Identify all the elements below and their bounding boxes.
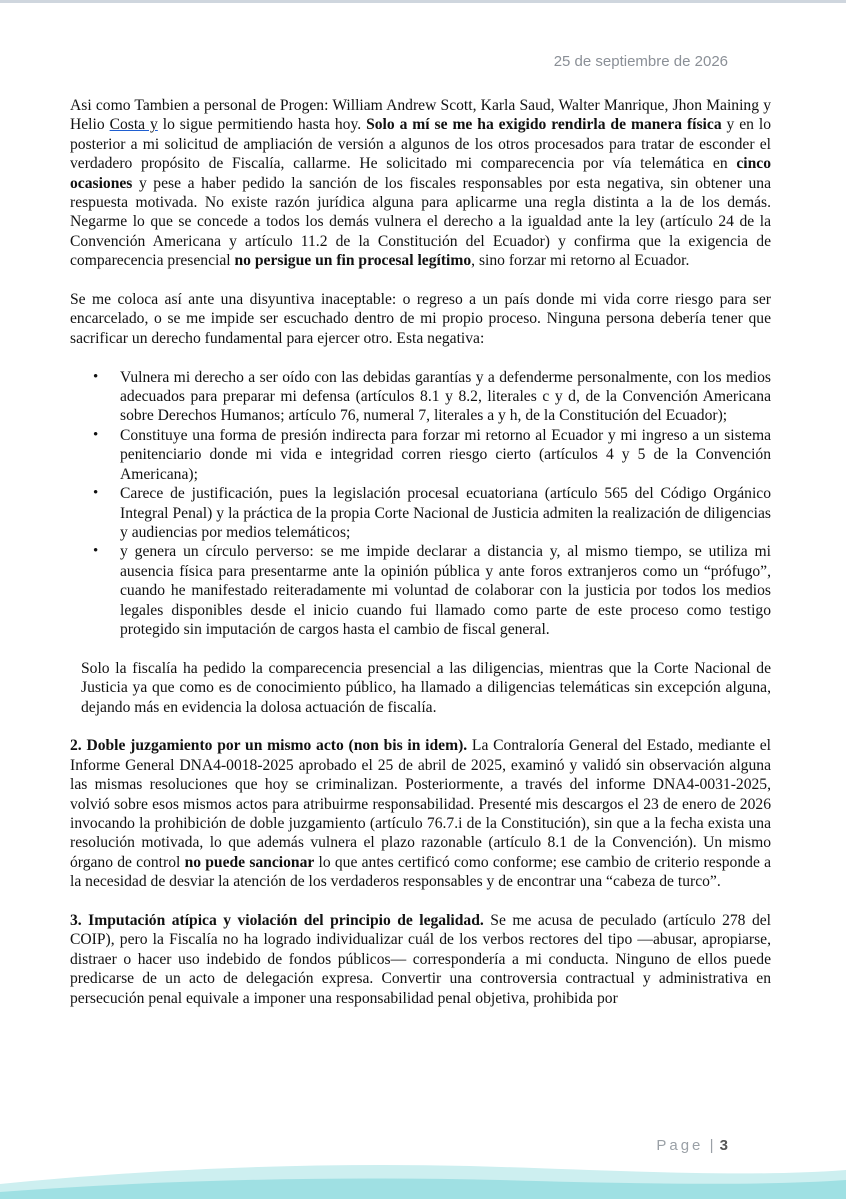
section-2-text-1: La Contraloría General del Estado, mediante el Informe General DNA4-0018-2025 aprobado el 25 de abril de 2025, examinó y validó sin observación alguna las mismas resoluciones que hoy se criminalizan. Posteriormente, a través del informe DNA4-0031-2025, volvió sobre esos mismos actos para atribuirme responsabilidad. Presenté mis descargos el 23 de enero de 2026 invocando la prohibición de doble juzgamiento (artículo 76.7.i de la Constitución), sin que a la fecha exista una resolución motivada, lo que además vulnera el plazo razonable (artículo 8.1 de la Convención). Un mismo órgano de control — [70, 737, 771, 871]
section-2-text-2: lo que antes certificó como conforme; ese cambio de criterio responde a la necesidad de desviar la atención de los verdaderos responsables y de encontrar una “cabeza de turco”. — [70, 853, 772, 891]
list-item: • Carece de justificación, pues la legislación procesal ecuatoriana (artículo 565 del Código Orgánico Integral Penal) y la práctica de la propia Corte Nacional de Justicia admiten la realización de diligencias y audiencias por medios telemáticos; — [120, 484, 771, 542]
p1-bold-1: Solo a mí se me ha exigido rendirla de manera física — [366, 116, 722, 134]
page-label: Page — [656, 1137, 704, 1154]
p1-text-4: y pese a haber pedido la sanción de los fiscales responsables por esta negativa, sin obtener una respuesta motivada. No existe razón jurídica alguna para aplicarme una regla distinta a la de los demás. Negarme lo que se concede a todos los demás vulnera el derecho a la igualdad ante la ley (artículo 24 de la Convención Americana y artículo 11.2 de la Constitución del Ecuador) y confirma que la exigencia de comparecencia presencial — [70, 174, 771, 270]
top-border — [0, 0, 846, 3]
list-item: • Constituye una forma de presión indirecta para forzar mi retorno al Ecuador y mi ingreso a un sistema penitenciario donde mi vida e integridad corren riesgo cierto (artículos 4 y 5 de la Convención Americana); — [120, 426, 771, 484]
section-3-heading: 3. Imputación atípica y violación del principio de legalidad. — [70, 911, 484, 929]
section-2 — [70, 736, 771, 891]
page-footer — [656, 1137, 728, 1154]
page-number: 3 — [719, 1137, 728, 1154]
p1-bold-2: cinco ocasiones — [70, 155, 771, 192]
section-2-heading: 2. Doble juzgamiento por un mismo acto (non bis in idem). — [70, 737, 468, 755]
p1-text-5: , sino forzar mi retorno al Ecuador. — [471, 252, 690, 270]
paragraph-1 — [70, 96, 771, 271]
bullet-list — [70, 368, 771, 640]
section-2-bold: no puede sancionar — [184, 853, 315, 871]
section-3 — [70, 911, 771, 1008]
list-item: • y genera un círculo perverso: se me impide declarar a distancia y, al mismo tiempo, se utiliza mi ausencia física para presentarme ante la opinión pública y ante foros extranjeros como un “prófugo”, cuando he manifestado reiteradamente mi voluntad de colaborar con la justicia por todos los medios legales disponibles desde el inicio cuando fui llamado como parte de este proceso como testigo protegido sin imputación de cargos hasta el cambio de fiscal general. — [120, 542, 771, 639]
document-body — [70, 96, 771, 1027]
paragraph-3: Solo la fiscalía ha pedido la comparecencia presencial a las diligencias, mientras que la Corte Nacional de Justicia ya que como es de conocimiento público, ha llamado a diligencias telemáticas sin excepción alguna, dejando más en evidencia la dolosa actuación de fiscalía. — [81, 659, 771, 716]
section-3-text-1: Se me acusa de peculado (artículo 278 del COIP), pero la Fiscalía no ha logrado individualizar cuál de los verbos rectores del tipo —abusar, apropiarse, distraer o hacer uso indebido de fondos públicos— correspondería a mi conducta. Ninguno de ellos puede predicarse de un acto de delegación expresa. Convertir una controversia contractual y administrativa en persecución penal equivale a imponer una responsabilidad penal objetiva, prohibida por — [70, 911, 771, 1007]
paragraph-2: Se me coloca así ante una disyuntiva inaceptable: o regreso a un país donde mi vida corre riesgo para ser encarcelado, o se me impide ser escuchado dentro de mi propio proceso. Ninguna persona debería tener que sacrificar un derecho fundamental para ejercer otro. Esta negativa: — [70, 291, 771, 347]
p1-underlined-text: Costa y — [109, 116, 158, 134]
document-date: 25 de septiembre de 2026 — [553, 53, 728, 70]
p1-bold-3: no persigue un fin procesal legítimo — [234, 252, 472, 270]
p1-text-1: Asi como Tambien a personal de Progen: William Andrew Scott, Karla Saud, Walter Manrique, Jhon Maining y Helio — [70, 97, 771, 134]
p1-text-2: lo sigue permitiendo hasta hoy. — [157, 116, 367, 134]
list-item: • Vulnera mi derecho a ser oído con las debidas garantías y a defenderme personalmente, con los medios adecuados para preparar mi defensa (artículos 8.1 y 8.2, literales c y d, de la Convención Americana sobre Derechos Humanos; artículo 76, numeral 7, literales a y h, de la Constitución del Ecuador); — [120, 368, 771, 426]
p1-text-3: y en lo posterior a mi solicitud de ampliación de versión a algunos de los otros procesados para tratar de esconder el verdadero propósito de Fiscalía, callarme. He solicitado mi comparecencia por vía telemática en — [70, 116, 772, 173]
page-separator: | — [709, 1137, 714, 1154]
